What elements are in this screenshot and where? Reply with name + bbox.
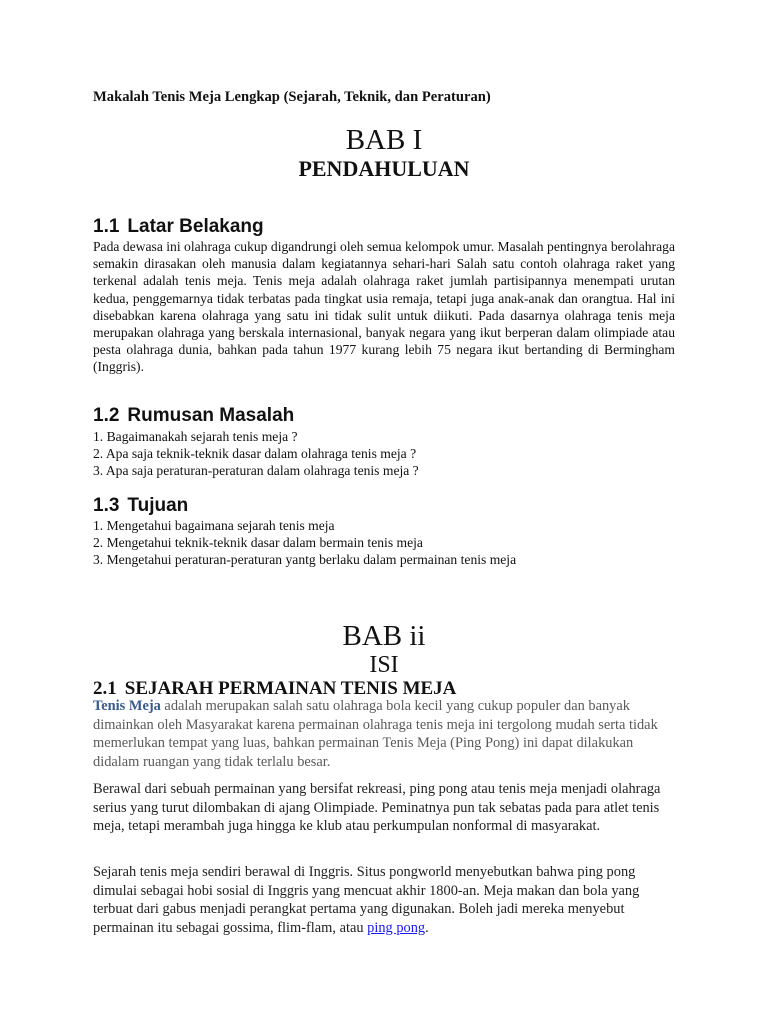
ping-pong-link[interactable]: ping pong [367,919,426,936]
paragraph-text: Sejarah tenis meja sendiri berawal di Inggris. Situs pongworld menyebutkan bahwa ping pong dimulai sebagai hobi sosial di Inggris yang mencuat akhir 1800-an. Meja makan dan bola yang terbuat dari gabus menjadi perangkat pertama yang digunakan. Boleh jadi mereka menyebut permainan itu sebagai gossima, flim-flam, atau [93,864,640,936]
section-1-3-heading [93,495,188,517]
list-item: 1. Mengetahui bagaimana sejarah tenis meja [93,518,335,533]
lead-term: Tenis Meja [93,698,161,714]
objective-list [93,517,675,569]
list-item: 3. Apa saja peraturan-peraturan dalam olahraga tenis meja ? [93,463,419,479]
chapter-1-subheading: PENDAHULUAN [298,156,470,181]
section-number: 2.1 [93,678,117,699]
section-number: 1.3 [93,495,120,516]
history-paragraph-2: Berawal dari sebuah permainan yang bersifat rekreasi, ping pong atau tenis meja menjadi olahraga serius yang turut dilombakan di ajang Olimpiade. Peminatnya pun tak sebatas pada para atlet tenis meja, tetapi merambah juga hingga ke klub atau perkumpulan nonformal di masyarakat. [93,781,661,835]
section-1-1-heading [93,216,264,238]
history-paragraph-3 [93,863,675,937]
chapter-2-subheading: ISI [369,652,399,678]
list-item: 1. Bagaimanakah sejarah tenis meja ? [93,429,298,444]
section-title: Tujuan [127,495,189,516]
paragraph-text: adalah merupakan salah satu olahraga bola kecil yang cukup populer dan banyak dimainkan oleh Masyarakat karena permainan olahraga tenis meja ini tergolong mudah serta tidak memerlukan tempat yang luas, bahkan permainan Tenis Meja (Ping Pong) ini dapat dilakukan didalam ruangan yang tidak terlalu besar. [93,698,658,770]
list-item: 3. Mengetahui peraturan-peraturan yantg berlaku dalam permainan tenis meja [93,552,517,568]
section-title: SEJARAH PERMAINAN TENIS MEJA [124,678,457,699]
section-number: 1.1 [93,216,120,237]
paragraph-end: . [425,919,429,936]
list-item: 2. Apa saja teknik-teknik dasar dalam olahraga tenis meja ? [93,446,417,462]
section-title: Rumusan Masalah [127,405,295,426]
section-title: Latar Belakang [127,216,264,237]
section-1-1-body: Pada dewasa ini olahraga cukup digandrungi oleh semua kelompok umur. Masalah pentingnya berolahraga semakin dirasakan oleh manusia dalam kegiatannya sehari-hari Salah satu contoh olahraga raket yang terkenal adalah tenis meja. Tenis meja adalah olahraga raket jumlah partisipannya menempati urutan kedua, penggemarnya tidak terbatas pada tingkat usia remaja, tetapi juga anak-anak dan orangtua. Hal ini disebabkan karena olahraga yang satu ini tidak sulit untuk diikuti. Pada dasarnya olahraga tenis meja merupakan olahraga yang berskala internasional, banyak negara yang ikut berperan dalam olimpiade atau pesta olahraga dunia, bahkan pada tahun 1977 kurang lebih 75 negara ikut bertanding di Bermingham (Inggris). [93,239,675,375]
chapter-1-heading: BAB I [345,124,423,156]
document-title: Makalah Tenis Meja Lengkap (Sejarah, Teknik, dan Peraturan) [93,89,491,105]
section-number: 1.2 [93,405,120,426]
list-item: 2. Mengetahui teknik-teknik dasar dalam bermain tenis meja [93,535,423,551]
problem-list [93,428,675,480]
chapter-2-heading: BAB ii [342,620,426,652]
history-paragraph-1 [93,697,675,771]
section-1-2-heading [93,405,294,427]
